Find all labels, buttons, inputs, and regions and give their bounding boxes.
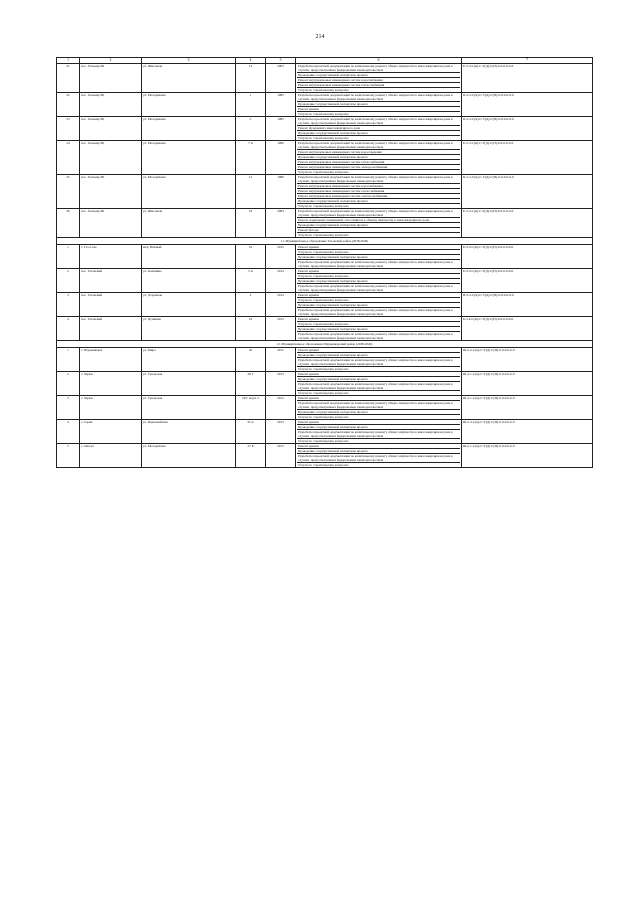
work-item: Проведение государственной экспертизы проекта (297, 279, 460, 284)
work-item: Ремонт крыши (297, 348, 460, 353)
table-row (57, 269, 593, 293)
work-item: Услуги по строительному контролю (298, 112, 349, 116)
section-heading: 11. Муниципальное образование Тазовский район (2038-2040) (57, 238, 593, 245)
work-item: Разработка проектной документации по капитальному ремонту общего имущества в многоквартирном доме в случаях, предусмотренных федеральным законодательством (297, 358, 460, 367)
table-row (57, 348, 593, 372)
street-cell: ул. Молодёжная (142, 175, 236, 209)
works-cell (296, 175, 462, 209)
table-row (57, 372, 593, 396)
row-number: 26 (57, 209, 80, 238)
table-row (57, 420, 593, 444)
work-item: Разработка проектной документации по капитальному ремонту общего имущества в многоквартирном доме в случаях, предусмотренных федеральным законодательством (297, 382, 460, 391)
locality-cell: пос. Хальмер-Ю (80, 64, 142, 93)
year-cell: 2013 (266, 372, 296, 396)
table-row (57, 209, 593, 238)
house-cell: 7 А (236, 141, 266, 175)
works-cell (296, 64, 462, 93)
table-row (57, 293, 593, 317)
works-cell (296, 269, 462, 293)
year-cell: 2012 (266, 396, 296, 420)
work-item: Услуги по строительному контролю (298, 439, 349, 443)
table-row (57, 141, 593, 175)
year-cell: 2014 (266, 293, 296, 317)
works-cell (296, 245, 462, 269)
work-item: Ремонт внутридомовых инженерных систем теплоснабжения (297, 189, 460, 194)
works-cell (296, 396, 462, 420)
street-cell: ул. Школьная (142, 209, 236, 238)
work-item: Ремонт фасада (297, 228, 460, 233)
street-cell: ул. Молодёжная (142, 117, 236, 141)
row-number: 23 (57, 117, 80, 141)
table-row (57, 317, 593, 341)
row-number: 22 (57, 93, 80, 117)
house-cell: 26 Г корп. 2 (236, 396, 266, 420)
year-cell: 1992 (266, 141, 296, 175)
work-item: Разработка проектной документации по капитальному ремонту общего имущества в многоквартирном доме в случаях, предусмотренных федеральным законодательством (297, 401, 460, 410)
locality-cell: пос. Тазовский (80, 293, 142, 317)
section-heading-row (57, 238, 593, 245)
year-cell: 1985 (266, 93, 296, 117)
work-item: Ремонт внутридомовых инженерных систем теплоснабжения (297, 160, 460, 165)
work-item: Разработка проектной документации по капитальному ремонту общего имущества в многоквартирном доме в случаях, предусмотренных федеральным законодательством (298, 308, 453, 316)
work-item: Услуги по строительному контролю (298, 88, 349, 92)
year-cell: 2004 (266, 209, 296, 238)
row-number: 2 (57, 269, 80, 293)
row-number: 1 (57, 245, 80, 269)
code-cell: Е-3-4-С(м)-С-Т(Д)-С(П)-0-0-0-0-0-0 (462, 209, 593, 238)
work-item: Ремонт внутридомовых инженерных систем теплоснабжения (297, 83, 460, 88)
work-item: Услуги по строительному контролю (298, 367, 349, 371)
code-cell: Ш-3-1-С(м)-С-Т(Д)-С(П)-0-0-0-0-0-0 (462, 396, 593, 420)
row-number: 2 (57, 372, 80, 396)
work-item: Ремонт внутридомовых инженерных систем водоотведения (297, 150, 460, 155)
row-number: 1 (57, 348, 80, 372)
work-item: Разработка проектной документации по капитальному ремонту общего имущества в многоквартирном доме в случаях, предусмотренных федеральным законодательством (298, 332, 453, 340)
work-item: Разработка проектной документации по капитальному ремонту общего имущества в многоквартирном доме в случаях, предусмотренных федеральным законодательством (297, 93, 460, 102)
locality-cell: с. Мужи (80, 396, 142, 420)
column-header: 3 (142, 58, 236, 64)
street-cell: ул. Калинина (142, 269, 236, 293)
work-item: Услуги по строительному контролю (298, 463, 349, 467)
work-item: Ремонт подвальных помещений, относящихся к общему имуществу в многоквартирном доме (297, 218, 460, 223)
street-cell: ул. Уральская (142, 372, 236, 396)
year-cell: 2011 (266, 348, 296, 372)
locality-cell: пос. Хальмер-Ю (80, 141, 142, 175)
row-number: 21 (57, 64, 80, 93)
work-item: Услуги по строительному контролю (297, 274, 460, 279)
column-header: 7 (462, 58, 593, 64)
work-item: Проведение государственной экспертизы проекта (297, 255, 460, 260)
work-item: Услуги по строительному контролю (297, 298, 460, 303)
locality-cell: пос. Хальмер-Ю (80, 117, 142, 141)
table-body (57, 64, 593, 468)
work-item: Разработка проектной документации по капитальному ремонту общего имущества в многоквартирном доме в случаях, предусмотренных федеральным законодательством (297, 64, 460, 73)
work-item: Проведение государственной экспертизы проекта (297, 102, 460, 107)
code-cell: Ш-3-1-С(м)-С-Т(Д)-С(П)-0-0-0-0-0-0 (462, 372, 593, 396)
code-cell: Ш-2-1-С(м)-С-Т(Д)-С(П)-0-0-0-0-0-0 (462, 444, 593, 468)
work-item: Ремонт крыши (297, 293, 460, 298)
locality-cell: пос. Хальмер-Ю (80, 93, 142, 117)
house-cell: 20 (236, 348, 266, 372)
section-heading-row (57, 341, 593, 348)
table-row (57, 117, 593, 141)
street-cell: ул. Молодёжная (142, 141, 236, 175)
work-item: Услуги по строительному контролю (298, 136, 349, 140)
capital-repair-table (56, 57, 593, 468)
work-item: Проведение государственной экспертизы проекта (297, 425, 460, 430)
locality-cell: с. Мужи (80, 372, 142, 396)
house-cell: 5 А (236, 269, 266, 293)
column-header: 1 (57, 58, 80, 64)
table-row (57, 64, 593, 93)
work-item: Ремонт внутридомовых инженерных систем водоснабжения (297, 78, 460, 83)
column-header: 2 (80, 58, 142, 64)
house-cell: 5 (236, 117, 266, 141)
works-cell (296, 372, 462, 396)
house-cell: 23 (236, 317, 266, 341)
work-item: Разработка проектной документации по капитальному ремонту общего имущества в многоквартирном доме в случаях, предусмотренных федеральным законодательством (297, 209, 460, 218)
street-cell: ул. Первомайская (142, 420, 236, 444)
code-cell: Б-3-3-С(м)-С-Т(Д)-С(П)-0-0-0-0-0-0 (462, 245, 593, 269)
locality-cell: пос. Хальмер-Ю (80, 209, 142, 238)
locality-cell: с. Газ-Сале (80, 245, 142, 269)
work-item: Разработка проектной документации по капитальному ремонту общего имущества в многоквартирном доме в случаях, предусмотренных федеральным законодательством (297, 430, 460, 439)
work-item: Ремонт крыши (297, 444, 460, 449)
house-cell: 27 Б (236, 444, 266, 468)
works-cell (296, 293, 462, 317)
work-item: Ремонт внутридомовых инженерных систем электроснабжения (297, 194, 460, 199)
works-cell (296, 348, 462, 372)
table-row (57, 245, 593, 269)
house-cell: 26 Г (236, 372, 266, 396)
year-cell: 1989 (266, 175, 296, 209)
work-item: Ремонт внутридомовых инженерных систем водоснабжения (297, 184, 460, 189)
year-cell: 1985 (266, 117, 296, 141)
locality-cell: с. Шурышкары (80, 348, 142, 372)
street-cell: ул. Уральская (142, 396, 236, 420)
table-row (57, 93, 593, 117)
year-cell: 2015 (266, 444, 296, 468)
year-cell: 2013 (266, 420, 296, 444)
work-item: Услуги по строительному контролю (298, 391, 349, 395)
work-item: Ремонт крыши (297, 396, 460, 401)
work-item: Разработка проектной документации по капитальному ремонту общего имущества в многоквартирном доме в случаях, предусмотренных федеральным законодательством (298, 260, 453, 268)
locality-cell: пос. Тазовский (80, 269, 142, 293)
street-cell: ул. Пушкина (142, 317, 236, 341)
street-cell: ул. Мира (142, 348, 236, 372)
work-item: Проведение государственной экспертизы проекта (297, 73, 460, 78)
work-item: Проведение государственной экспертизы проекта (297, 377, 460, 382)
work-item: Ремонт фундамента многоквартирного дома (297, 126, 460, 131)
code-cell: Е-3-3-С(м)-С-Т(Д)-С(П)-0-0-0-0-0-0 (462, 64, 593, 93)
work-item: Проведение государственной экспертизы проекта (297, 449, 460, 454)
locality-cell: с. Горки (80, 420, 142, 444)
work-item: Ремонт внутридомовых инженерных систем электроснабжения (297, 165, 460, 170)
code-cell: Ш-2-2-С(м)-С-Т(Д)-С(П)-0-0-0-0-0-0 (462, 348, 593, 372)
house-cell: 3 (236, 293, 266, 317)
locality-cell: с. Овгорт (80, 444, 142, 468)
table-row (57, 175, 593, 209)
row-number: 25 (57, 175, 80, 209)
works-cell (296, 117, 462, 141)
work-item: Ремонт крыши (297, 269, 460, 274)
house-cell: 35 А (236, 420, 266, 444)
work-item: Услуги по строительному контролю (298, 170, 349, 174)
code-cell: Б-3-3-С(м)-С-Т(Д)-С(П)-0-0-0-0-0-0 (462, 269, 593, 293)
code-cell: П-2-2-С(м)-С-Т(Д)-С(П)-0-0-0-0-0-0 (462, 175, 593, 209)
code-cell: Б-3-4-С(м)-С-Т(Д)-С(П)-0-0-0-0-0-0 (462, 317, 593, 341)
row-number: 3 (57, 396, 80, 420)
works-cell (296, 93, 462, 117)
code-cell: П-2-2-С(м)-С-Т(Д)-С(П)-0-0-0-0-0-0 (462, 117, 593, 141)
street-cell: мкр. Южный (142, 245, 236, 269)
work-item: Разработка проектной документации по капитальному ремонту общего имущества в многоквартирном доме в случаях, предусмотренных федеральным законодательством (297, 454, 460, 463)
section-heading: 12. Муниципальное образование Шурышкарский район (2038-2040) (57, 341, 593, 348)
locality-cell: пос. Хальмер-Ю (80, 175, 142, 209)
locality-cell: пос. Тазовский (80, 317, 142, 341)
work-item: Услуги по строительному контролю (298, 204, 349, 208)
works-cell (296, 317, 462, 341)
work-item: Проведение государственной экспертизы проекта (297, 327, 460, 332)
works-cell (296, 141, 462, 175)
table-row (57, 396, 593, 420)
work-item: Ремонт крыши (297, 420, 460, 425)
work-item: Ремонт крыши (297, 107, 460, 112)
code-cell: Ш-2-3-С(м)-С-Т(Д)-С(П)-0-0-0-0-0-0 (462, 420, 593, 444)
street-cell: ул. Молодёжная (142, 93, 236, 117)
house-cell: 1 (236, 93, 266, 117)
works-cell (296, 209, 462, 238)
work-item: Ремонт крыши (297, 245, 460, 250)
row-number: 5 (57, 444, 80, 468)
house-cell: 19 (236, 209, 266, 238)
year-cell: 2003 (266, 64, 296, 93)
work-item: Проведение государственной экспертизы проекта (297, 410, 460, 415)
work-item: Ремонт крыши (297, 317, 460, 322)
work-item: Проведение государственной экспертизы проекта (297, 131, 460, 136)
street-cell: ул. Школьная (142, 64, 236, 93)
work-item: Проведение государственной экспертизы проекта (297, 303, 460, 308)
work-item: Проведение государственной экспертизы проекта (297, 223, 460, 228)
page-number: 214 (315, 34, 325, 40)
work-item: Разработка проектной документации по капитальному ремонту общего имущества в многоквартирном доме в случаях, предусмотренных федеральным законодательством (297, 117, 460, 126)
work-item: Услуги по строительному контролю (298, 233, 349, 237)
row-number: 4 (57, 420, 80, 444)
table-row (57, 444, 593, 468)
work-item: Ремонт крыши (297, 372, 460, 377)
house-cell: 10 (236, 245, 266, 269)
work-item: Разработка проектной документации по капитальному ремонту общего имущества в многоквартирном доме в случаях, предусмотренных федеральным законодательством (297, 175, 460, 184)
work-item: Разработка проектной документации по капитальному ремонту общего имущества в многоквартирном доме в случаях, предусмотренных федеральным законодательством (297, 141, 460, 150)
column-header: 6 (296, 58, 462, 64)
work-item: Услуги по строительному контролю (297, 322, 460, 327)
work-item: Разработка проектной документации по капитальному ремонту общего имущества в многоквартирном доме в случаях, предусмотренных федеральным законодательством (298, 284, 453, 292)
work-item: Проведение государственной экспертизы проекта (297, 155, 460, 160)
works-cell (296, 444, 462, 468)
year-cell: 2014 (266, 269, 296, 293)
work-item: Услуги по строительному контролю (297, 250, 460, 255)
work-item: Услуги по строительному контролю (298, 415, 349, 419)
row-number: 4 (57, 317, 80, 341)
code-cell: Н-3-2-С(м)-С-Т(Д)-С(П)-0-0-0-0-0-0 (462, 293, 593, 317)
street-cell: ул. Молодёжная (142, 444, 236, 468)
row-number: 24 (57, 141, 80, 175)
row-number: 3 (57, 293, 80, 317)
house-cell: 12 (236, 175, 266, 209)
works-cell (296, 420, 462, 444)
work-item: Проведение государственной экспертизы проекта (297, 353, 460, 358)
year-cell: 2015 (266, 245, 296, 269)
house-cell: 13 (236, 64, 266, 93)
year-cell: 2015 (266, 317, 296, 341)
column-header: 5 (266, 58, 296, 64)
work-item: Проведение государственной экспертизы проекта (297, 199, 460, 204)
column-header: 4 (236, 58, 266, 64)
code-cell: П-2-2-С(м)-С-Т(Д)-С(П)-0-0-0-0-0-0 (462, 93, 593, 117)
code-cell: Е-2-2-С(м)-С-Т(Д)-С(П)-0-0-0-0-0-0 (462, 141, 593, 175)
street-cell: ул. Дорожная (142, 293, 236, 317)
